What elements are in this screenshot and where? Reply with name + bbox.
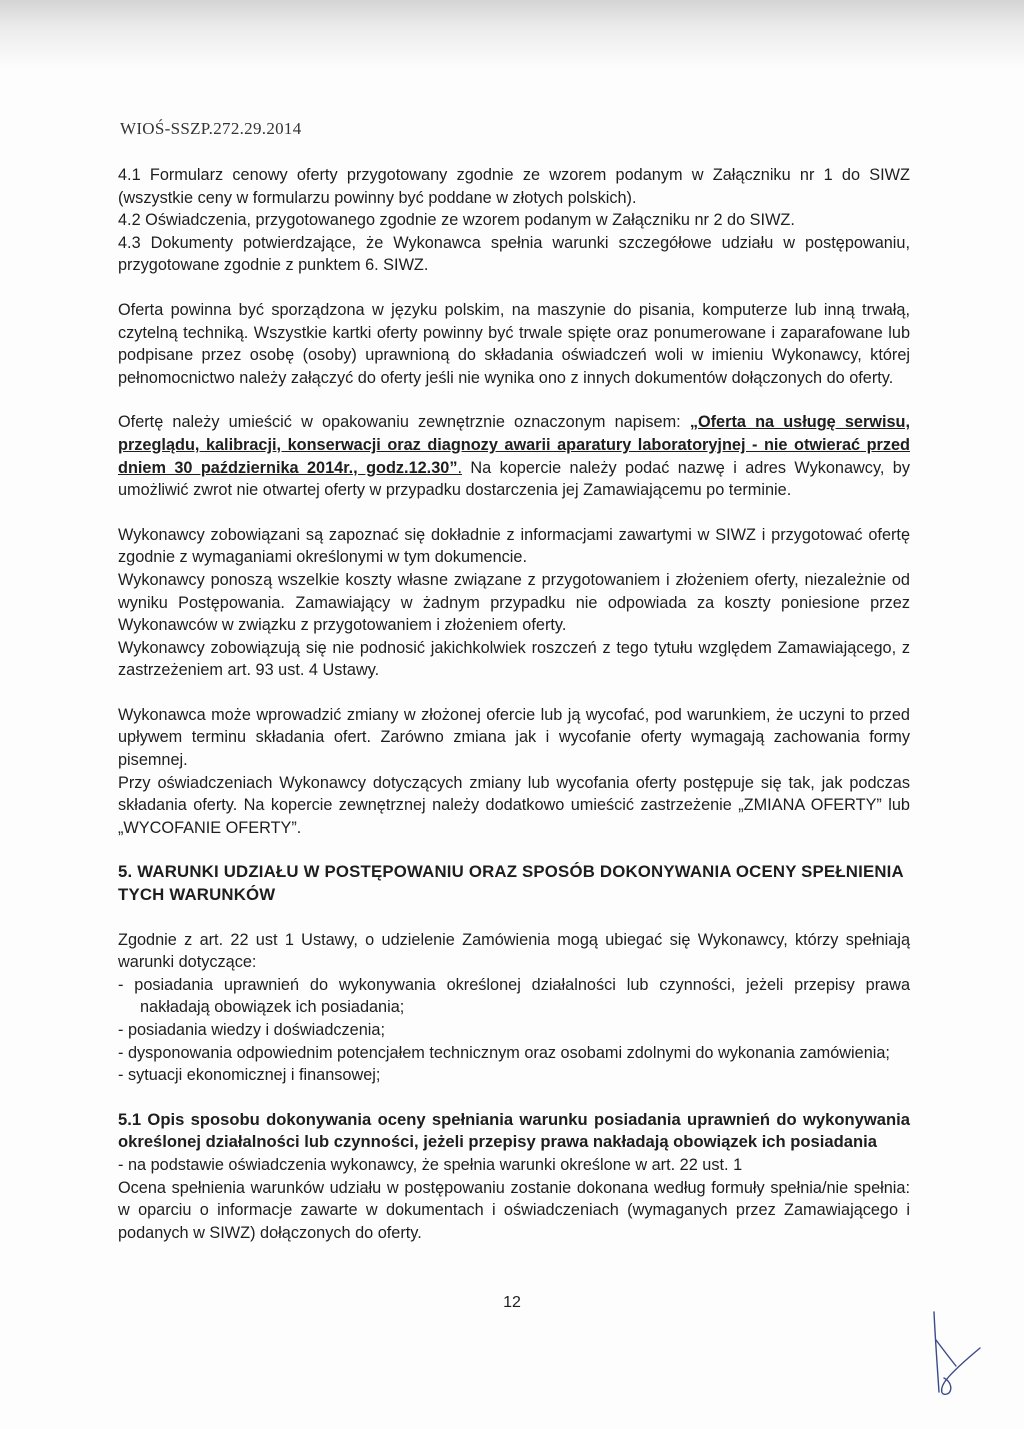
scan-shadow [0,0,1024,70]
packaging-intro: Ofertę należy umieścić w opakowaniu zewnętrznie oznaczonym napisem: [118,413,690,432]
paragraph-changes-2: Przy oświadczeniach Wykonawcy dotyczących zmiany lub wycofania oferty postępuje się tak, jak podczas składania oferty. Na kopercie zewnętrznej należy dodatkowo umieścić zastrzeżenie „ZMIANA OFERTY” lub „WYCOFANIE OFERTY”. [118,773,910,837]
paragraph-packaging [118,411,910,501]
section-5-heading: 5. WARUNKI UDZIAŁU W POSTĘPOWANIU ORAZ SPOSÓB DOKONYWANIA OCENY SPEŁNIENIA TYCH WARUNKÓW [118,862,904,905]
section-5-intro: Zgodnie z art. 22 ust 1 Ustawy, o udzielenie Zamówienia mogą ubiegać się Wykonawcy, którzy spełniają warunki dotyczące: [118,930,910,972]
handwritten-initials [918,1300,988,1400]
condition-item: - sytuacji ekonomicznej i finansowej; [118,1066,381,1085]
page-number: 12 [503,1294,521,1311]
paragraph-obligation-3: Wykonawcy zobowiązują się nie podnosić jakichkolwiek roszczeń z tego tytułu względem Zamawiającego, z zastrzeżeniem art. 93 ust. 4 Ustawy. [118,638,910,680]
paragraph-offer-form: Oferta powinna być sporządzona w języku polskim, na maszynie do pisania, komputerze lub inną trwałą, czytelną techniką. Wszystkie kartki oferty powinny być trwale spięte oraz ponumerowane i zaparafowane lub podpisane przez osobę (osoby) uprawnioną do składania oświadczeń woli w imieniu Wykonawcy, której pełnomocnictwo należy załączyć do oferty jeśli nie wynika ono z innych dokumentów dołączonych do oferty. [118,300,910,387]
page-content [118,164,910,1244]
condition-item: - dysponowania odpowiednim potencjałem technicznym oraz osobami zdolnymi do wykonania zamówienia; [118,1043,890,1062]
condition-item: - posiadania uprawnień do wykonywania określonej działalności lub czynności, jeżeli przepisy prawa nakładają obowiązek ich posiadania; [118,975,910,1017]
paragraph-obligation-1: Wykonawcy zobowiązani są zapoznać się dokładnie z informacjami zawartymi w SIWZ i przygotować ofertę zgodnie z wymaganiami określonymi w tym dokumencie. [118,525,910,567]
packaging-rest: Na kopercie należy podać nazwę i adres Wykonawcy, by umożliwić zwrot nie otwartej oferty w przypadku dostarczenia jej Zamawiającemu po terminie. [118,458,910,500]
section-5-1-heading: 5.1 Opis sposobu dokonywania oceny spełniania warunku posiadania uprawnień do wykonywania określonej działalności lub czynności, jeżeli przepisy prawa nakładają obowiązek ich posiadania [118,1109,910,1152]
paragraph-4-3: 4.3 Dokumenty potwierdzające, że Wykonawca spełnia warunki szczegółowe udziału w postępowaniu, przygotowane zgodnie z punktem 6. SIWZ. [118,233,910,275]
document-reference-number: WIOŚ-SSZP.272.29.2014 [120,119,302,138]
paragraph-obligation-2: Wykonawcy ponoszą wszelkie koszty własne związane z przygotowaniem i złożeniem oferty, niezależnie od wyniku Postępowania. Zamawiający w żadnym przypadku nie odpowiada za koszty poniesione przez Wykonawców w związku z przygotowaniem i złożeniem oferty. [118,570,910,635]
condition-item: - posiadania wiedzy i doświadczenia; [118,1021,385,1039]
section-5-1-line-1: - na podstawie oświadczenia wykonawcy, że spełnia warunki określone w art. 22 ust. 1 [118,1155,743,1174]
paragraph-changes-1: Wykonawca może wprowadzić zmiany w złożonej ofercie lub ją wycofać, pod warunkiem, że uczyni to przed upływem terminu składania ofert. Zarówno zmiana jak i wycofanie oferty wymagają zachowania formy pisemnej. [118,705,910,770]
paragraph-4-2: 4.2 Oświadczenia, przygotowanego zgodnie ze wzorem podanym w Załączniku nr 2 do SIWZ. [118,211,795,230]
packaging-label-end: . [457,458,462,477]
section-5-1-line-2: Ocena spełnienia warunków udziału w postępowaniu zostanie dokonana według formuły spełnia/nie spełnia: w oparciu o informacje zawarte w dokumentach i oświadczeniach (wymaganych przez Zamawiającego i podanych w SIWZ) dołączonych do oferty. [118,1178,910,1242]
paragraph-4-1: 4.1 Formularz cenowy oferty przygotowany zgodnie ze wzorem podanym w Załączniku nr 1 do SIWZ (wszystkie ceny w formularzu powinny być poddane w złotych polskich). [118,166,910,207]
packaging-label: „Oferta na usługę serwisu, przeglądu, kalibracji, konserwacji oraz diagnozy awarii aparatury laboratoryjnej - nie otwierać przed dniem 30 października 2014r., godz.12.30” [118,413,910,477]
